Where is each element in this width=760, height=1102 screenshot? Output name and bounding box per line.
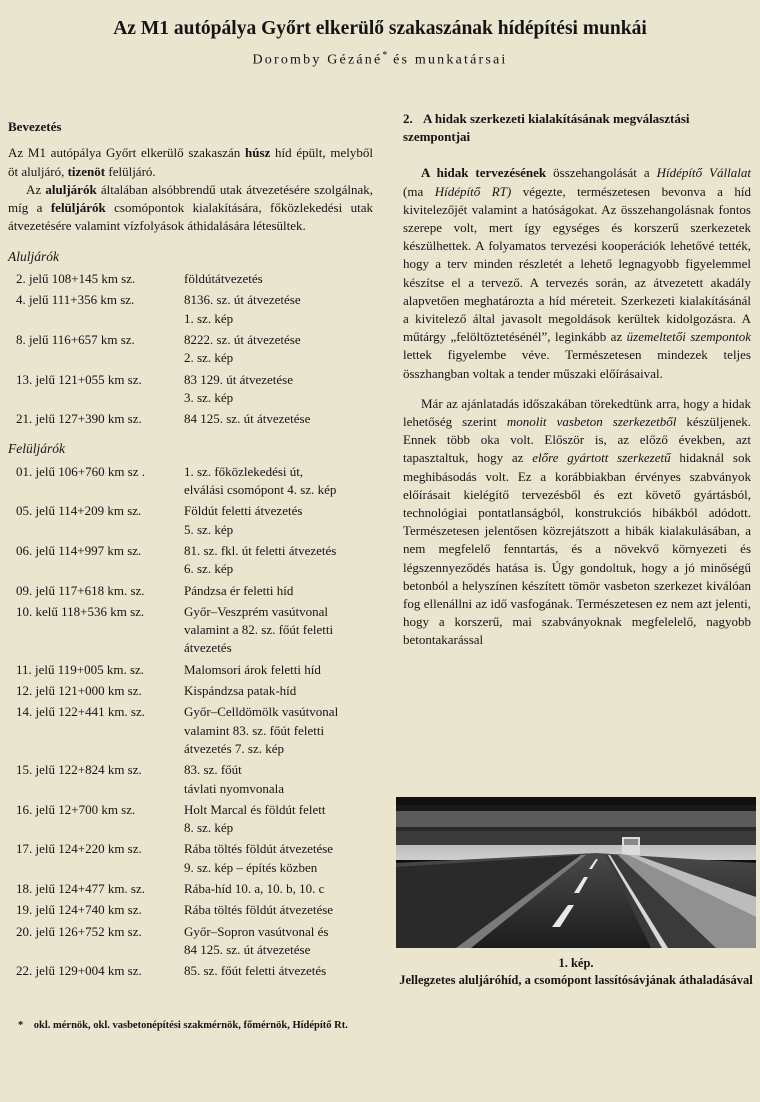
overpass-code: 01. jelű 106+760 km sz . — [16, 463, 146, 479]
overpass-row — [8, 962, 373, 980]
overpass-row — [8, 542, 373, 579]
underpass-code: 21. jelű 127+390 km sz. — [16, 411, 142, 427]
overpass-row — [8, 761, 373, 798]
overpass-row — [8, 463, 373, 500]
overpass-description: 81. sz. fkl. út feletti átvezetés 6. sz. kép — [184, 542, 337, 577]
page-title: Az M1 autópálya Győrt elkerülő szakaszának hídépítési munkái — [113, 18, 647, 39]
underpass-row — [8, 331, 373, 368]
overpass-code: 18. jelű 124+477 km. sz. — [16, 880, 146, 896]
overpass-row — [8, 880, 373, 898]
right-column — [403, 110, 751, 650]
overpass-description: Győr–Veszprém vasútvonal valamint a 82. sz. főút feletti átvezetés — [184, 603, 334, 656]
overpass-description: Pándzsa ér feletti híd — [184, 582, 294, 598]
overpass-row — [8, 661, 373, 679]
motorway-underpass-photo — [396, 797, 756, 948]
overpass-description: Földút feletti átvezetés 5. sz. kép — [184, 503, 303, 537]
overpass-row — [8, 801, 373, 838]
overpass-row — [8, 901, 373, 919]
section-2-paragraph-2: Már az ajánlatadás időszakában törekedtünk arra, hogy a hidak lehetőség szerint monolit vasbeton szerkezetből készüljenek. Ennek több oka volt. Először is, az előző években, azt tapasztaltuk, hogy az előre gyártott szerkezetű hidaknál sok meghibásodás volt. Ez a korábbiakban érvényes szabványok előírásait kielégítő tervezésből és ezt követő gyártásból, technológiai pontatlanságból, konstrukciós hibákból adódott. Természetesen jelentősen közrejátszott a hibák kialakulásában, a nem megfelelő fenntartás, és a növekvő környezeti és légszennyeződés hatása is. Úgy gondoltuk, hogy a jó minőségű betonból a helyszínen készített tömör vasbeton szerkezet kiválóan fog ellenállni az idő vasfogának. Természetesen ez nem azt jelenti, hogy a korszerű, mai szabványoknak megfelelelő, nagyobb betontakarással — [403, 395, 751, 648]
overpass-row — [8, 840, 373, 877]
overpass-description: 85. sz. főút feletti átvezetés — [184, 963, 327, 979]
overpass-list — [8, 463, 373, 981]
overpass-description: Rába töltés földút átvezetése — [184, 902, 334, 918]
figure-1-label: 1. kép. — [558, 956, 594, 970]
overpass-row — [8, 703, 373, 758]
overpasses-heading: Felüljárók — [8, 441, 65, 457]
footnote-mark: * — [18, 1020, 24, 1031]
underpass-description: 84 125. sz. út átvezetése — [184, 411, 311, 427]
overpass-code: 17. jelű 124+220 km sz. — [16, 841, 142, 857]
figure-1-caption — [396, 955, 756, 989]
underpass-code: 2. jelű 108+145 km sz. — [16, 271, 136, 287]
overpass-description: 1. sz. főközlekedési út, elválási csomópont 4. sz. kép — [184, 463, 337, 498]
intro-paragraph-2: Az aluljárók általában alsóbbrendű utak átvezetésére szolgálnak, míg a felüljárók csomópontok kialakítására, főközlekedési utak átvezetésére valamint vízfolyások áthidalására létesültek. — [8, 181, 373, 234]
overpass-code: 10. kelű 118+536 km sz. — [16, 603, 145, 619]
underpass-description: földútátvezetés — [184, 271, 263, 287]
left-column — [8, 118, 373, 983]
overpass-description: Győr–Sopron vasútvonal és 84 125. sz. út átvezetése — [184, 923, 329, 957]
section-2-paragraph-1: A hidak tervezésének összehangolását a Hídépítő Vállalat (ma Hídépítő RT) végezte, természetesen bevonva a híd kivitelezőjét valamint a hatóságokat. Az összehangolásnak fontos szerepe volt, mert így egységes és korszerű szerkezetek készülhettek. A folyamatos tervezési kooperációk lehetővé tették, hogy a terv minden részletét a lehető legnagyobb figyelemmel készítse el a tervező. A tervezés során, az átvezetett akadály alapvetően meghatározta a híd méreteit. Szerkezeti kialakításánál a kivitelező által javasolt megoldások kerültek kidolgozásra. A műtárgy „felöltöztetésénél”, leginkább az üzemeltetői szempontok lettek figyelembe véve. Természetesen mindezek teljes összhangban voltak a tender műszaki előírásaival. — [403, 165, 751, 381]
overpass-code: 11. jelű 119+005 km. sz. — [16, 661, 145, 677]
figure-1-caption-text: Jellegzetes aluljáróhíd, a csomópont lassítósávjának áthaladásával — [399, 973, 753, 987]
section-2-heading: 2. A hidak szerkezeti kialakításának megválasztási szempontjai — [403, 111, 690, 145]
intro-paragraph-1: Az M1 autópálya Győrt elkerülő szakaszán húsz híd épült, melyből öt aluljáró, tizenöt felüljáró. — [8, 145, 373, 179]
author-name: Doromby Gézáné — [252, 52, 383, 68]
overpass-row — [8, 603, 373, 658]
overpass-description: Malomsori árok feletti híd — [184, 661, 321, 677]
overpass-description: 83. sz. főút távlati nyomvonala — [184, 762, 285, 796]
overpass-description: Kispándzsa patak-híd — [184, 683, 297, 699]
overpass-code: 12. jelű 121+000 km sz. — [16, 683, 142, 699]
overpass-row — [8, 682, 373, 700]
underpass-description: 8136. sz. út átvezetése 1. sz. kép — [184, 292, 301, 326]
overpass-code: 19. jelű 124+740 km sz. — [16, 902, 142, 918]
footnote — [18, 1020, 738, 1031]
overpass-row — [8, 923, 373, 960]
authors-line — [0, 50, 760, 69]
authors-suffix: és munkatársai — [393, 52, 508, 68]
overpass-description: Rába-híd 10. a, 10. b, 10. c — [184, 880, 325, 896]
footnote-text: okl. mérnök, okl. vasbetonépítési szakmérnök, főmérnök, Hídépítő Rt. — [33, 1020, 348, 1031]
overpass-code: 06. jelű 114+997 km sz. — [16, 542, 142, 558]
overpass-row — [8, 502, 373, 539]
overpass-row — [8, 582, 373, 600]
overpass-description: Rába töltés földút átvezetése 9. sz. kép – építés közben — [184, 841, 334, 875]
underpass-list — [8, 270, 373, 428]
overpass-code: 20. jelű 126+752 km sz. — [16, 923, 142, 939]
underpass-description: 83 129. út átvezetése 3. sz. kép — [184, 371, 294, 405]
author-footnote-mark: * — [382, 50, 388, 61]
underpasses-heading: Aluljárók — [8, 248, 59, 264]
figure-1-photo — [396, 797, 756, 948]
underpass-code: 4. jelű 111+356 km sz. — [16, 292, 135, 308]
overpass-code: 15. jelű 122+824 km sz. — [16, 762, 142, 778]
overpass-code: 16. jelű 12+700 km sz. — [16, 801, 136, 817]
overpass-code: 09. jelű 117+618 km. sz. — [16, 582, 145, 598]
underpass-code: 8. jelű 116+657 km sz. — [16, 331, 135, 347]
overpass-code: 05. jelű 114+209 km sz. — [16, 503, 142, 519]
underpass-row — [8, 371, 373, 408]
underpass-row — [8, 410, 373, 428]
overpass-code: 22. jelű 129+004 km sz. — [16, 963, 142, 979]
overpass-description: Győr–Celldömölk vasútvonal valamint 83. sz. főút feletti átvezetés 7. sz. kép — [184, 704, 339, 756]
underpass-code: 13. jelű 121+055 km sz. — [16, 371, 142, 387]
underpass-description: 8222. sz. út átvezetése 2. sz. kép — [184, 331, 301, 366]
underpass-row — [8, 291, 373, 328]
intro-heading: Bevezetés — [8, 119, 62, 134]
overpass-code: 14. jelű 122+441 km. sz. — [16, 704, 146, 720]
underpass-row — [8, 270, 373, 288]
overpass-description: Holt Marcal és földút felett 8. sz. kép — [184, 801, 326, 836]
